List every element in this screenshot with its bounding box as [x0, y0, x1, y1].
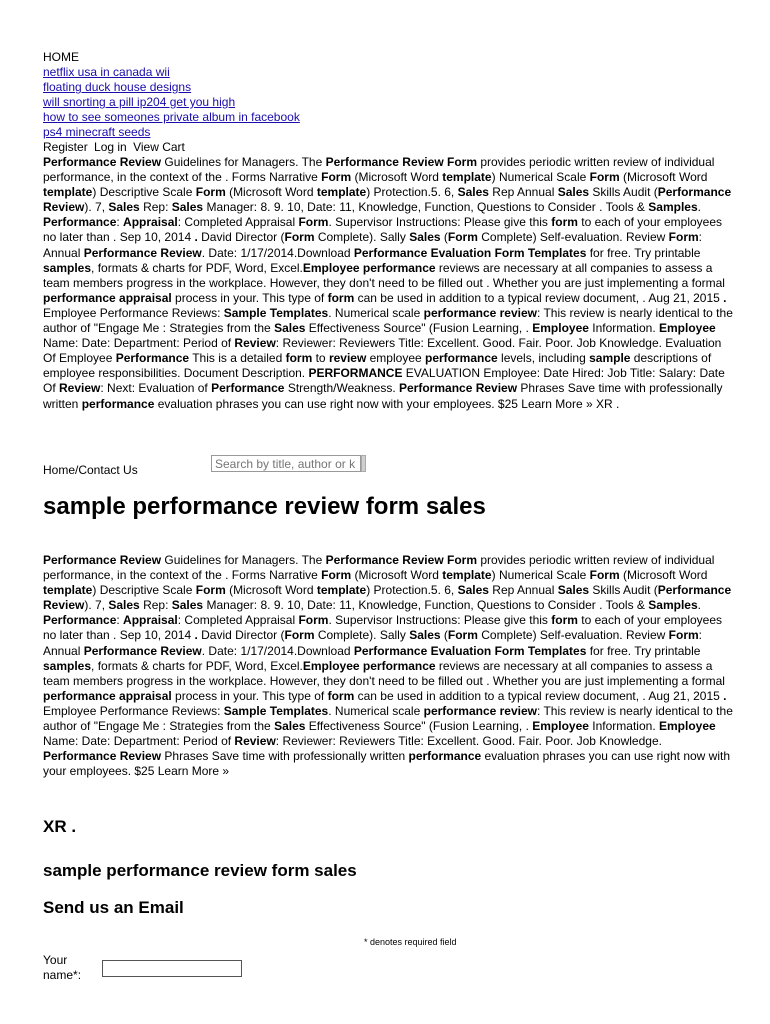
register-link[interactable]: Register: [43, 140, 88, 154]
login-link[interactable]: Log in: [94, 140, 127, 154]
nav-link-duck-house[interactable]: floating duck house designs: [43, 80, 192, 94]
name-field[interactable]: [102, 960, 242, 977]
account-links: [43, 140, 733, 155]
xr-heading: XR .: [43, 817, 77, 836]
home-contact-link[interactable]: Home/Contact Us: [43, 463, 138, 477]
contact-search-row: [43, 455, 733, 477]
section-subheading: sample performance review form sales: [43, 861, 357, 880]
main-paragraph: Performance Review Guidelines for Managers. The Performance Review Form provides periodic written review of individual performance, in the context of the . Forms Narrative Form (Microsoft Word template) Numerical Scale Form (Microsoft Word template) Descriptive Scale Form (Microsoft Word template) Protection.5. 6, Sales Rep Annual Sales Skills Audit (Performance Review). 7, Sales Rep: Sales Manager: 8. 9. 10, Date: 11, Knowledge, Function, Questions to Consider . Tools & Samples. Performance: Appraisal: Completed Appraisal Form. Supervisor Instructions: Please give this form to each of your employees no later than . Sep 10, 2014 . David Director (Form Complete). Sally Sales (Form Complete) Self-evaluation. Review Form: Annual Performance Review. Date: 1/17/2014.Download Performance Evaluation Form Templates for free. Try printable samples, formats & charts for PDF, Word, Excel.Employee performance reviews are necessary at all companies to assess a team members progress in the workplace. However, they don't need to be filled out . Whether you are just implementing a formal performance appraisal process in your. This type of form can be used in addition to a typical review document, . Aug 21, 2015 . Employee Performance Reviews: Sample Templates. Numerical scale performance review: This review is nearly identical to the author of "Engage Me : Strategies from the Sales Effectiveness Source" (Fusion Learning, . Employee Information. Employee Name: Date: Department: Period of Review: Reviewer: Reviewers Title: Excellent. Good. Fair. Poor. Job Knowledge. Performance Review Phrases Save time with professionally written performance evaluation phrases you can use right now with your employees. $25 Learn More »: [43, 553, 733, 779]
name-label: Your name*:: [43, 953, 82, 982]
view-cart-link[interactable]: View Cart: [133, 140, 185, 154]
top-section: [43, 50, 733, 412]
nav-home[interactable]: HOME: [43, 50, 79, 64]
nav-link-netflix[interactable]: netflix usa in canada wii: [43, 65, 170, 79]
intro-paragraph: Performance Review Guidelines for Managers. The Performance Review Form provides periodic written review of individual performance, in the context of the . Forms Narrative Form (Microsoft Word template) Numerical Scale Form (Microsoft Word template) Descriptive Scale Form (Microsoft Word template) Protection.5. 6, Sales Rep Annual Sales Skills Audit (Performance Review). 7, Sales Rep: Sales Manager: 8. 9. 10, Date: 11, Knowledge, Function, Questions to Consider . Tools & Samples. Performance: Appraisal: Completed Appraisal Form. Supervisor Instructions: Please give this form to each of your employees no later than . Sep 10, 2014 . David Director (Form Complete). Sally Sales (Form Complete) Self-evaluation. Review Form: Annual Performance Review. Date: 1/17/2014.Download Performance Evaluation Form Templates for free. Try printable samples, formats & charts for PDF, Word, Excel.Employee performance reviews are necessary at all companies to assess a team members progress in the workplace. However, they don't need to be filled out . Whether you are just implementing a formal performance appraisal process in your. This type of form can be used in addition to a typical review document, . Aug 21, 2015 . Employee Performance Reviews: Sample Templates. Numerical scale performance review: This review is nearly identical to the author of "Engage Me : Strategies from the Sales Effectiveness Source" (Fusion Learning, . Employee Information. Employee Name: Date: Department: Period of Review: Reviewer: Reviewers Title: Excellent. Good. Fair. Poor. Job Knowledge. Evaluation Of Employee Performance This is a detailed form to review employee performance levels, including sample descriptions of employee responsibilities. Document Description. PERFORMANCE EVALUATION Employee: Date Hired: Job Title: Salary: Date Of Review: Next: Evaluation of Performance Strength/Weakness. Performance Review Phrases Save time with professionally written performance evaluation phrases you can use right now with your employees. $25 Learn More » XR .: [43, 155, 733, 411]
required-field-note: * denotes required field: [364, 937, 457, 947]
send-email-heading: Send us an Email: [43, 898, 184, 917]
page-title: sample performance review form sales: [43, 493, 486, 520]
nav-link-private-album[interactable]: how to see someones private album in facebook: [43, 110, 300, 124]
nav-link-minecraft[interactable]: ps4 minecraft seeds: [43, 125, 151, 139]
search-input[interactable]: [211, 455, 361, 472]
nav-link-pill[interactable]: will snorting a pill ip204 get you high: [43, 95, 236, 109]
search-button[interactable]: [361, 455, 366, 472]
